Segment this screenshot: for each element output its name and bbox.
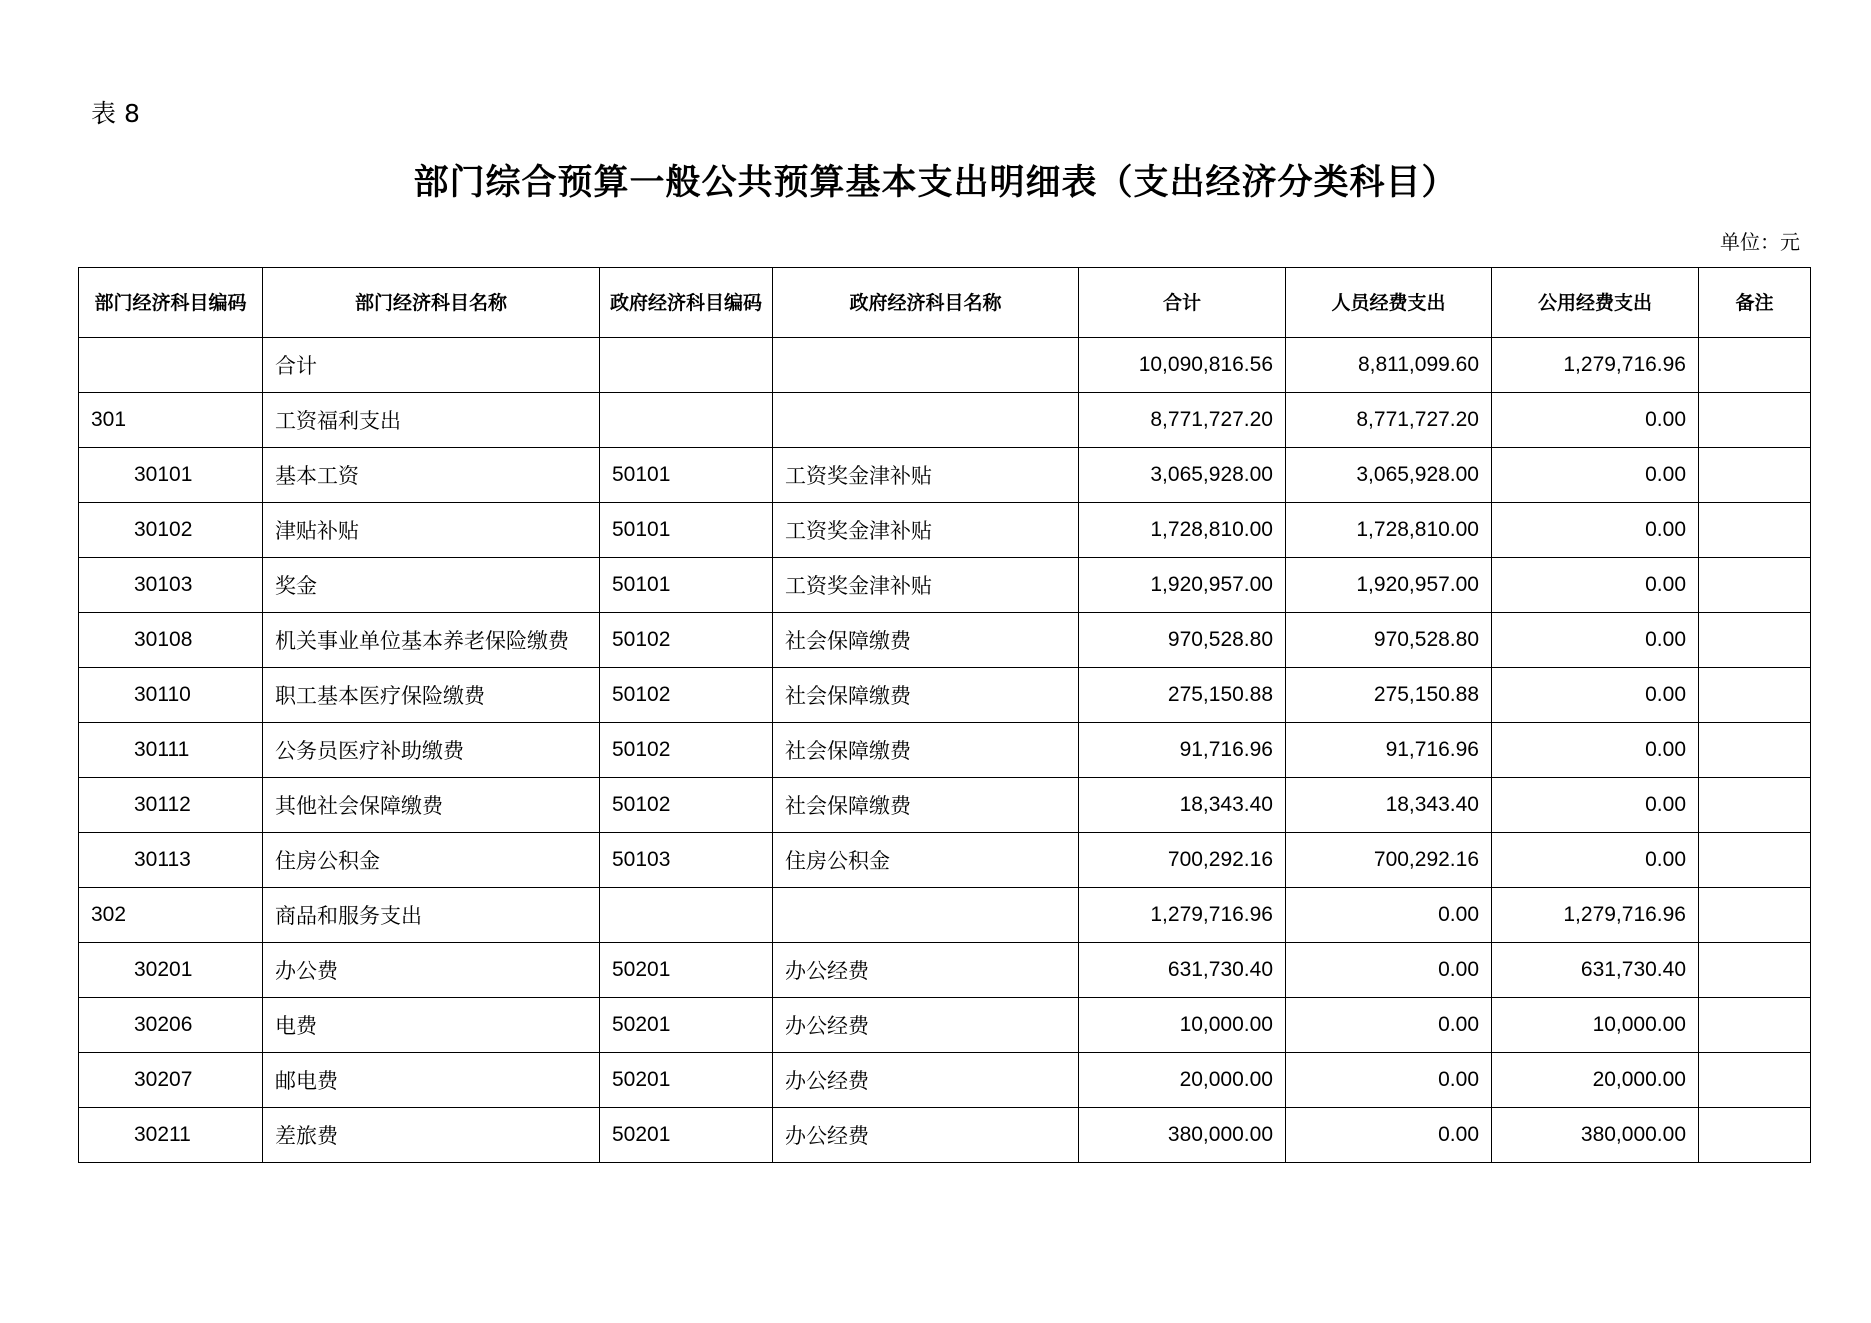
note-cell <box>1699 723 1811 778</box>
gov-name-cell: 办公经费 <box>773 943 1079 998</box>
gov-name-cell: 工资奖金津补贴 <box>773 558 1079 613</box>
gov-name-cell: 社会保障缴费 <box>773 668 1079 723</box>
public-cell: 380,000.00 <box>1492 1108 1699 1163</box>
header-dept-name: 部门经济科目名称 <box>263 268 600 338</box>
gov-code-cell: 50103 <box>600 833 773 888</box>
dept-code-cell: 30103 <box>79 558 263 613</box>
gov-name-cell: 办公经费 <box>773 998 1079 1053</box>
note-cell <box>1699 503 1811 558</box>
table-row-category <box>79 393 1811 448</box>
table-row <box>79 503 1811 558</box>
header-public: 公用经费支出 <box>1492 268 1699 338</box>
total-cell: 91,716.96 <box>1079 723 1286 778</box>
public-cell: 0.00 <box>1492 668 1699 723</box>
total-cell: 18,343.40 <box>1079 778 1286 833</box>
note-cell <box>1699 1108 1811 1163</box>
dept-name-cell: 办公费 <box>263 943 600 998</box>
dept-code-cell: 30111 <box>79 723 263 778</box>
page-title: 部门综合预算一般公共预算基本支出明细表（支出经济分类科目） <box>413 163 1458 203</box>
personnel-cell: 0.00 <box>1286 1108 1492 1163</box>
header-dept-code: 部门经济科目编码 <box>79 268 263 338</box>
gov-code-cell: 50201 <box>600 943 773 998</box>
personnel-cell: 0.00 <box>1286 998 1492 1053</box>
total-cell: 970,528.80 <box>1079 613 1286 668</box>
table-row <box>79 558 1811 613</box>
total-cell: 1,279,716.96 <box>1079 888 1286 943</box>
table-row <box>79 1053 1811 1108</box>
table-row <box>79 943 1811 998</box>
dept-code-cell: 302 <box>79 888 263 943</box>
personnel-cell: 700,292.16 <box>1286 833 1492 888</box>
dept-name-cell: 住房公积金 <box>263 833 600 888</box>
public-cell: 0.00 <box>1492 833 1699 888</box>
note-cell <box>1699 943 1811 998</box>
gov-code-cell: 50102 <box>600 778 773 833</box>
dept-name-cell: 邮电费 <box>263 1053 600 1108</box>
dept-name-cell: 职工基本医疗保险缴费 <box>263 668 600 723</box>
table-header-row <box>79 268 1811 338</box>
table-label: 表 8 <box>91 99 140 128</box>
gov-code-cell: 50101 <box>600 448 773 503</box>
total-cell: 1,920,957.00 <box>1079 558 1286 613</box>
table-row <box>79 448 1811 503</box>
table-row <box>79 833 1811 888</box>
note-cell <box>1699 393 1811 448</box>
dept-name-cell: 差旅费 <box>263 1108 600 1163</box>
public-cell: 20,000.00 <box>1492 1053 1699 1108</box>
personnel-cell: 91,716.96 <box>1286 723 1492 778</box>
note-cell <box>1699 833 1811 888</box>
gov-name-cell: 社会保障缴费 <box>773 778 1079 833</box>
table-row <box>79 613 1811 668</box>
budget-table <box>78 267 1811 1163</box>
gov-name-cell: 办公经费 <box>773 1053 1079 1108</box>
header-personnel: 人员经费支出 <box>1286 268 1492 338</box>
personnel-cell: 1,920,957.00 <box>1286 558 1492 613</box>
total-cell: 1,728,810.00 <box>1079 503 1286 558</box>
dept-name-cell: 其他社会保障缴费 <box>263 778 600 833</box>
header-total: 合计 <box>1079 268 1286 338</box>
table-row-total <box>79 338 1811 393</box>
dept-name-cell: 电费 <box>263 998 600 1053</box>
gov-name-cell: 社会保障缴费 <box>773 723 1079 778</box>
gov-code-cell: 50102 <box>600 613 773 668</box>
gov-name-cell <box>773 393 1079 448</box>
gov-name-cell: 社会保障缴费 <box>773 613 1079 668</box>
dept-name-cell: 津贴补贴 <box>263 503 600 558</box>
public-cell: 0.00 <box>1492 778 1699 833</box>
gov-code-cell: 50201 <box>600 1053 773 1108</box>
table-row-category <box>79 888 1811 943</box>
note-cell <box>1699 668 1811 723</box>
public-cell: 631,730.40 <box>1492 943 1699 998</box>
gov-name-cell: 工资奖金津补贴 <box>773 448 1079 503</box>
gov-name-cell: 住房公积金 <box>773 833 1079 888</box>
dept-code-cell: 301 <box>79 393 263 448</box>
table-row <box>79 998 1811 1053</box>
total-cell: 275,150.88 <box>1079 668 1286 723</box>
personnel-cell: 18,343.40 <box>1286 778 1492 833</box>
gov-code-cell: 50201 <box>600 1108 773 1163</box>
public-cell: 0.00 <box>1492 723 1699 778</box>
dept-code-cell: 30110 <box>79 668 263 723</box>
total-cell: 10,000.00 <box>1079 998 1286 1053</box>
total-cell: 700,292.16 <box>1079 833 1286 888</box>
note-cell <box>1699 778 1811 833</box>
gov-code-cell <box>600 338 773 393</box>
dept-name-cell: 机关事业单位基本养老保险缴费 <box>263 613 600 668</box>
table-row <box>79 723 1811 778</box>
dept-name-cell: 工资福利支出 <box>263 393 600 448</box>
dept-code-cell: 30102 <box>79 503 263 558</box>
table-row <box>79 778 1811 833</box>
gov-code-cell: 50101 <box>600 558 773 613</box>
public-cell: 0.00 <box>1492 448 1699 503</box>
table-row <box>79 668 1811 723</box>
gov-name-cell: 办公经费 <box>773 1108 1079 1163</box>
dept-name-cell: 公务员医疗补助缴费 <box>263 723 600 778</box>
note-cell <box>1699 558 1811 613</box>
gov-name-cell <box>773 888 1079 943</box>
gov-code-cell: 50102 <box>600 723 773 778</box>
dept-code-cell: 30211 <box>79 1108 263 1163</box>
total-cell: 20,000.00 <box>1079 1053 1286 1108</box>
gov-name-cell: 工资奖金津补贴 <box>773 503 1079 558</box>
note-cell <box>1699 998 1811 1053</box>
personnel-cell: 970,528.80 <box>1286 613 1492 668</box>
dept-name-cell: 合计 <box>263 338 600 393</box>
gov-code-cell: 50102 <box>600 668 773 723</box>
total-cell: 631,730.40 <box>1079 943 1286 998</box>
dept-code-cell: 30206 <box>79 998 263 1053</box>
dept-name-cell: 奖金 <box>263 558 600 613</box>
public-cell: 0.00 <box>1492 613 1699 668</box>
header-gov-code: 政府经济科目编码 <box>600 268 773 338</box>
personnel-cell: 8,771,727.20 <box>1286 393 1492 448</box>
note-cell <box>1699 1053 1811 1108</box>
personnel-cell: 1,728,810.00 <box>1286 503 1492 558</box>
header-note: 备注 <box>1699 268 1811 338</box>
personnel-cell: 8,811,099.60 <box>1286 338 1492 393</box>
dept-code-cell: 30112 <box>79 778 263 833</box>
note-cell <box>1699 888 1811 943</box>
public-cell: 0.00 <box>1492 503 1699 558</box>
dept-code-cell: 30207 <box>79 1053 263 1108</box>
note-cell <box>1699 448 1811 503</box>
gov-code-cell <box>600 393 773 448</box>
public-cell: 1,279,716.96 <box>1492 888 1699 943</box>
dept-name-cell: 基本工资 <box>263 448 600 503</box>
header-gov-name: 政府经济科目名称 <box>773 268 1079 338</box>
unit-label: 单位：元 <box>1720 230 1800 254</box>
dept-code-cell <box>79 338 263 393</box>
personnel-cell: 275,150.88 <box>1286 668 1492 723</box>
personnel-cell: 0.00 <box>1286 1053 1492 1108</box>
table-row <box>79 1108 1811 1163</box>
total-cell: 8,771,727.20 <box>1079 393 1286 448</box>
gov-code-cell: 50101 <box>600 503 773 558</box>
total-cell: 3,065,928.00 <box>1079 448 1286 503</box>
total-cell: 380,000.00 <box>1079 1108 1286 1163</box>
public-cell: 1,279,716.96 <box>1492 338 1699 393</box>
public-cell: 10,000.00 <box>1492 998 1699 1053</box>
personnel-cell: 0.00 <box>1286 943 1492 998</box>
gov-code-cell <box>600 888 773 943</box>
dept-code-cell: 30101 <box>79 448 263 503</box>
gov-code-cell: 50201 <box>600 998 773 1053</box>
note-cell <box>1699 338 1811 393</box>
gov-name-cell <box>773 338 1079 393</box>
personnel-cell: 0.00 <box>1286 888 1492 943</box>
dept-code-cell: 30108 <box>79 613 263 668</box>
dept-code-cell: 30201 <box>79 943 263 998</box>
note-cell <box>1699 613 1811 668</box>
personnel-cell: 3,065,928.00 <box>1286 448 1492 503</box>
public-cell: 0.00 <box>1492 558 1699 613</box>
dept-name-cell: 商品和服务支出 <box>263 888 600 943</box>
public-cell: 0.00 <box>1492 393 1699 448</box>
total-cell: 10,090,816.56 <box>1079 338 1286 393</box>
dept-code-cell: 30113 <box>79 833 263 888</box>
